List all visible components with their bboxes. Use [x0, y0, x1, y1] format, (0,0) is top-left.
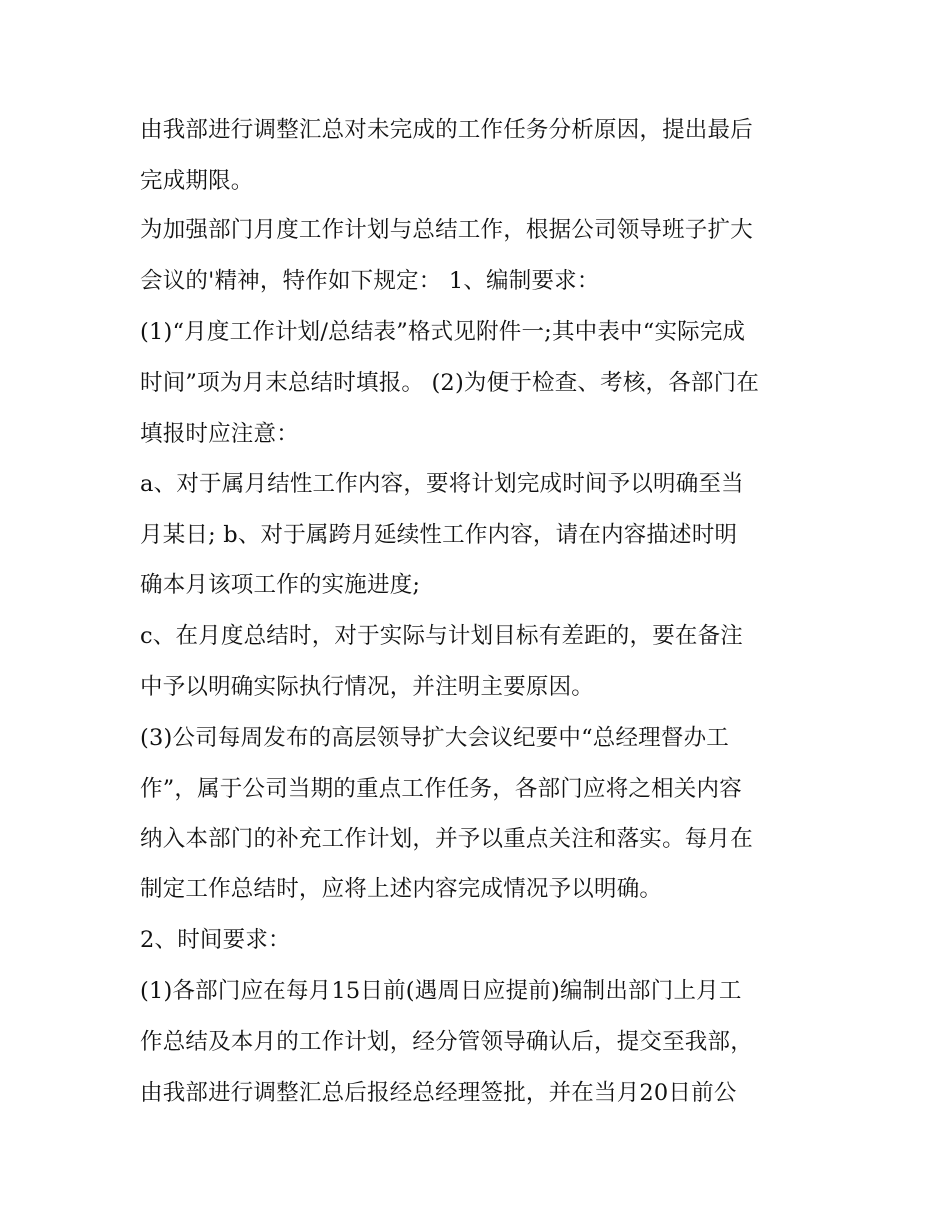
text-line: 完成期限。 [140, 168, 254, 194]
text-line: 填报时应注意： [140, 421, 299, 447]
text-line: a、对于属月结性工作内容，要将计划完成时间予以明确至当 [140, 471, 744, 497]
text-line: 月某日; b、对于属跨月延续性工作内容，请在内容描述时明 [140, 522, 738, 548]
text-line: 作总结及本月的工作计划，经分管领导确认后，提交至我部， [140, 1029, 753, 1055]
text-line: 作”，属于公司当期的重点工作任务，各部门应将之相关内容 [140, 776, 742, 802]
text-line: 纳入本部门的补充工作计划，并予以重点关注和落实。每月在 [140, 826, 753, 852]
text-line: 制定工作总结时，应将上述内容完成情况予以明确。 [140, 876, 663, 902]
text-line: 由我部进行调整汇总对未完成的工作任务分析原因，提出最后 [140, 117, 753, 143]
text-line: 2、时间要求： [140, 927, 291, 953]
text-line: 中予以明确实际执行情况，并注明主要原因。 [140, 674, 595, 700]
text-line: c、在月度总结时，对于实际与计划目标有差距的，要在备注 [140, 623, 744, 649]
text-line: (1)各部门应在每月15日前(遇周日应提前)编制出部门上月工 [140, 978, 742, 1004]
text-line: 为加强部门月度工作计划与总结工作，根据公司领导班子扩大 [140, 217, 753, 243]
text-line: 会议的'精神，特作如下规定： 1、编制要求： [140, 268, 600, 294]
text-line: 时间”项为月末总结时填报。 (2)为便于检查、考核，各部门在 [140, 370, 760, 396]
text-line: (1)“月度工作计划/总结表”格式见附件一;其中表中“实际完成 [140, 319, 746, 345]
text-line: 由我部进行调整汇总后报经总经理签批，并在当月20日前公 [140, 1080, 737, 1106]
text-line: 确本月该项工作的实施进度; [140, 572, 421, 598]
text-line: (3)公司每周发布的高层领导扩大会议纪要中“总经理督办工 [140, 725, 729, 751]
